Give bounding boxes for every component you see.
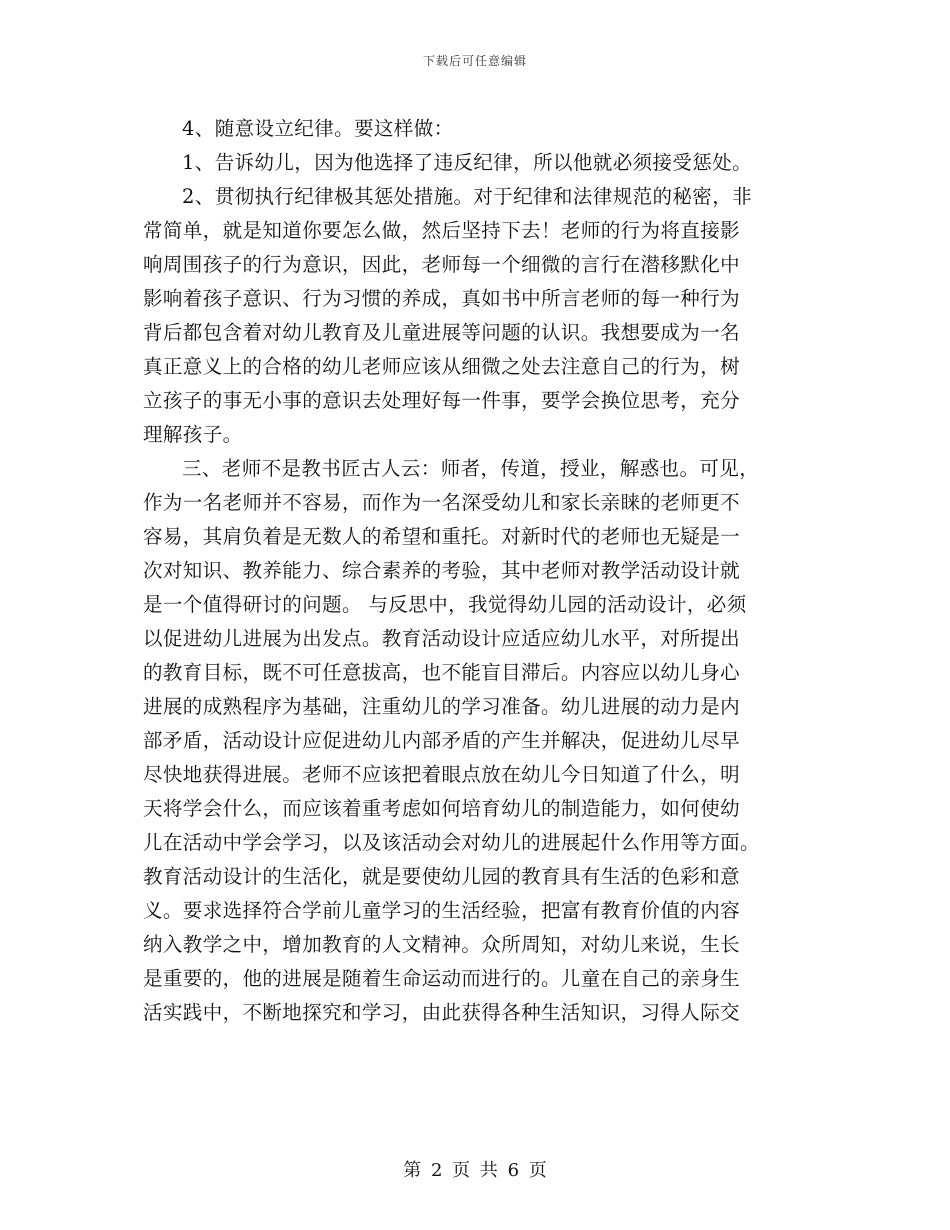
text-line: 立孩子的事无小事的意识去处理好每一件事，要学会换位思考，充分 (143, 389, 741, 412)
text-line: 是一个值得研讨的问题。 与反思中，我觉得幼儿园的活动设计，必须 (143, 593, 747, 616)
text-line: 次对知识、教养能力、综合素养的考验，其中老师对教学活动设计就 (143, 559, 741, 582)
text-line: 容易，其肩负着是无数人的希望和重托。对新时代的老师也无疑是一 (143, 525, 741, 548)
text-line: 三、老师不是教书匠古人云：师者，传道，授业，解惑也。可见， (182, 457, 760, 480)
text-line: 天将学会什么，而应该着重考虑如何培育幼儿的制造能力，如何使幼 (143, 797, 741, 820)
text-line: 1、告诉幼儿，因为他选择了违反纪律，所以他就必须接受惩处。 (182, 151, 753, 174)
text-line: 背后都包含着对幼儿教育及儿童进展等问题的认识。我想要成为一名 (143, 321, 741, 344)
text-line: 活实践中，不断地探究和学习，由此获得各种生活知识，习得人际交 (143, 1001, 741, 1024)
text-line: 响周围孩子的行为意识，因此，老师每一个细微的言行在潜移默化中 (143, 253, 741, 276)
text-line: 部矛盾，活动设计应促进幼儿内部矛盾的产生并解决，促进幼儿尽早 (143, 729, 741, 752)
document-body (143, 112, 811, 1030)
page-header: 下载后可任意编辑 (422, 54, 527, 68)
text-line: 尽快地获得进展。老师不应该把着眼点放在幼儿今日知道了什么，明 (143, 763, 741, 786)
text-line: 进展的成熟程序为基础，注重幼儿的学习准备。幼儿进展的动力是内 (143, 695, 741, 718)
page-number-footer: 第 2 页 共 6 页 (403, 1160, 547, 1181)
text-line: 教育活动设计的生活化，就是要使幼儿园的教育具有生活的色彩和意 (143, 865, 741, 888)
text-line: 2、贯彻执行纪律极其惩处措施。对于纪律和法律规范的秘密，非 (182, 185, 753, 208)
text-line: 是重要的，他的进展是随着生命运动而进行的。儿童在自己的亲身生 (143, 967, 741, 990)
text-line: 作为一名老师并不容易，而作为一名深受幼儿和家长亲睐的老师更不 (143, 491, 741, 514)
text-line: 影响着孩子意识、行为习惯的养成，真如书中所言老师的每一种行为 (143, 287, 741, 310)
text-line: 理解孩子。 (143, 423, 243, 446)
text-line: 纳入教学之中，增加教育的人文精神。众所周知，对幼儿来说，生长 (143, 933, 741, 956)
text-line: 真正意义上的合格的幼儿老师应该从细微之处去注意自己的行为，树 (143, 355, 741, 378)
text-line: 4、随意设立纪律。要这样做： (182, 117, 454, 140)
text-line: 儿在活动中学会学习，以及该活动会对幼儿的进展起什么作用等方面。 (143, 831, 760, 854)
text-line: 常简单，就是知道你要怎么做，然后坚持下去！老师的行为将直接影 (143, 219, 741, 242)
text-line: 义。要求选择符合学前儿童学习的生活经验，把富有教育价值的内容 (143, 899, 741, 922)
text-line: 以促进幼儿进展为出发点。教育活动设计应适应幼儿水平，对所提出 (143, 627, 741, 650)
text-line: 的教育目标，既不可任意拔高，也不能盲目滞后。内容应以幼儿身心 (143, 661, 741, 684)
